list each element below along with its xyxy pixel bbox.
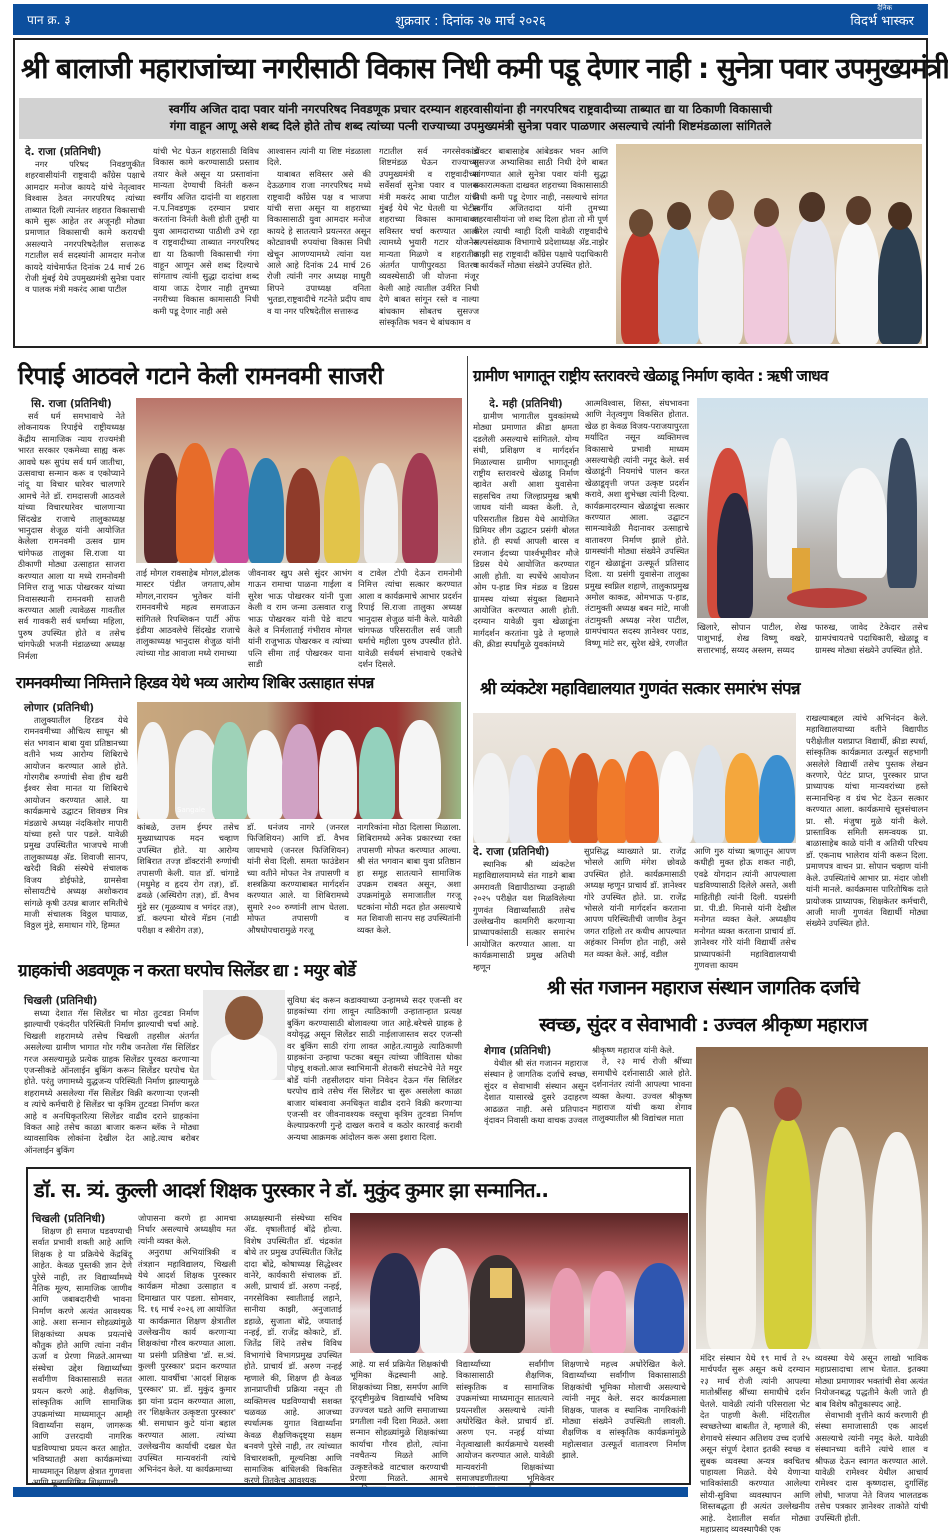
cylinder-col-2 bbox=[287, 995, 462, 1165]
dateline: चिखली (प्रतिनिधी) bbox=[32, 1213, 106, 1225]
subhead-line-1: स्वर्गीय अजित दादा पवार यांनी नगरपरिषद निवडणूक प्रचार दरम्यान शहरवासीयांना ही नगरपरिषद राष्ट्रवादीच्या ताब्यात द्या या ठिकाणी विकासाची bbox=[168, 102, 773, 116]
health-camp-photo bbox=[137, 702, 461, 819]
sports-col-2 bbox=[585, 398, 689, 660]
photo-watermark: Sangale bbox=[177, 806, 206, 814]
article-text: तालुक्यातील हिरडव येथे रामनवमीच्या औचित्य साधून श्री संत भगवान बाबा युवा प्रतिष्ठानच्या वतीने भव्य आरोग्य शिबिराचे आयोजन करण्यात आले होते. गोरगरीब रुग्णांची सेवा हीच खरी ईश्वर सेवा मानत या शिबिराचे आयोजन करण्यात आले. या कार्यक्रमाचे उद्घाटन शिवछत्र मित्र मंडळाचे अध्यक्ष नंदकिशोर मापारी यांच्या हस्ते पार पडले. यावेळी प्रमुख उपस्थितीत भाजपचे माजी तालुकाध्यक्ष अ‍ॅड. शिवाजी सानप, खरेदी विक्री संस्थेचे संचालक विजय डोईफोडे, ग्रामसेवा सोसायटीचे अध्यक्ष अशोकराव सांगळे कृषी उत्पन्न बाजार समितीचे माजी संचालक विठ्ठल घायाळ, विठ्ठल मुंडे, समाधान गोरे, हिम्मत bbox=[24, 715, 128, 931]
college-col-2 bbox=[584, 846, 686, 958]
teacher-award-headline: डॉ. स. त्र्यं. कुल्ली आदर्श शिक्षक पुरस्कार ने डॉ. मुकुंद कुमार झा सन्मानित.. bbox=[34, 1178, 549, 1202]
mayur-borde-photo bbox=[203, 990, 285, 1080]
award-ceremony-photo bbox=[350, 1213, 688, 1353]
college-col-3 bbox=[694, 846, 796, 971]
sports-photo bbox=[697, 398, 928, 618]
lead-headline: श्री बालाजी महाराजांच्या नगरीसाठी विकास निधी कमी पडू देणार नाही : सुनेत्रा पवार उपमुख्यमंत्री bbox=[21, 52, 948, 85]
article-text: आश्वासन त्यांनी या शिष्ट मंडळाला दिले. bbox=[267, 146, 371, 168]
sports-col-3 bbox=[697, 622, 807, 660]
article-text: सध्या देशात गॅस सिलेंडर चा मोठा तुटवडा निर्माण झाल्याची एकंदरीत परिस्थिती निर्माण झाल्याची चर्चा आहे. चिखली शहरामध्ये तसेच चिखली तहसील अंतर्गत असलेल्या ग्रामीण भागात गोर गरीब जनतेला गॅस सिलिंडर गरज असल्यामुळे प्रत्येक ग्राहक सिलेंडर पुरवठा करणाऱ्या एजन्सीकडे ऑनलाईन बुकिंग करून सिलेंडर घरपोच घेत होते. परंतु जगामध्ये युद्धजन्य परिस्थिती निर्माण झाल्यामुळे शहरामध्ये असलेल्या गॅस सिलेंडर विक्री करणाऱ्या एजन्सी व त्यांचे कर्मचारी हे सिलेंडर चा कृत्रिम तुटवडा निर्माण करत आहे व अनधिकृतरित्या सिलेंडर वाढीव दराने ग्राहकांना विकत आहे तसेच काळा बाजार करून ब्लॅक ने मोठ्या व्यावसायिक लोकांना देखील देत आहे.त्याच बरोबर ऑनलाईन बुकिंग bbox=[24, 1008, 199, 1155]
award-col-2 bbox=[138, 1213, 236, 1481]
article-text: सेवाभावी वृत्तीने कार्य करणारी ही संस्था समाजासाठी एक आदर्श असल्याचे त्यांनी नमूद केले. यावेळी संस्थानच्या वतीने त्यांचे शाल व श्रीफळ देऊन स्वागत करण्यात आले. यावेळी रामेश्वर येथील आचार्य रामेश्वर दास कृष्णदास, दुर्गासिंह लोधी, भाजपा नेते विजय भालतडक तसेच पत्रकार ज्ञानेश्वर ताकोते यांची उपस्थिती होती. bbox=[815, 1410, 928, 1523]
health-col-1 bbox=[24, 702, 128, 942]
health-col-2 bbox=[137, 822, 239, 942]
article-text: डॉक्टर बाबासाहेब आंबेडकर भवन आणि सुसज्ज अभ्यासिका साठी निधी देणे बाबत सांगण्यात आले सुनेत्रा पवार यांनी सुद्धा सकारात्मकता दाखवत शहराच्या विकासासाठी निधी कमी पडू देणार नाही, नसल्याचे सांगत स्वर्गीय अजितदादा यांनी तुमच्या शहरवासीयांना जो शब्द दिला होता तो मी पूर्ण करेल त्याची ग्वाही दिली यावेळी राष्ट्रवादीचे अल्पसंख्याक विभागाचे प्रदेशाध्यक्ष अ‍ॅड.नाझेर काझी सह राष्ट्रवादी काँग्रेस पक्षाचे पदाधिकारी व कार्यकर्ते मोठ्या संख्येने उपस्थित होते. bbox=[473, 146, 608, 271]
award-col-6 bbox=[562, 1359, 686, 1481]
dateline: लोणार (प्रतिनिधी) bbox=[24, 702, 95, 714]
lead-photo bbox=[616, 144, 922, 344]
article-text: आणि गुरु यांच्या ऋणातून आपण कधीही मुक्त होऊ शकत नाही, एवढे योगदान त्यांनी आपल्याला घडविण्यासाठी दिलेले असते, अशी माहितीही त्यांनी दिली. यप्रसंगी प्रा. पी.डी. मिनासे यांनी देखील मनोगत व्यक्त केले. अध्यक्षीय मनोगत व्यक्त करताना प्राचार्य डॉ. ज्ञानेश्वर गोरे यांनी विद्यार्थी तसेच प्राध्यापकांनी महाविद्यालयाची गुणवत्ता कायम bbox=[694, 846, 796, 971]
ramnavami-photo bbox=[136, 398, 462, 563]
lead-col-1 bbox=[25, 146, 145, 344]
college-felicitation-photo bbox=[473, 713, 796, 843]
article-text: विद्यार्थ्यांच्या सर्वांगीण विकासासाठी शैक्षणिक, सांस्कृतिक व सामाजिक उपक्रमांच्या माध्यमातून सातत्याने प्रयत्नशील असल्याचे त्यांनी अधोरेखित केले. प्राचार्य डॉ. अरुण एन. नन्हई यांच्या नेतृत्वाखाली कार्यक्रमाचे यशस्वी आयोजन करण्यात आले. यावेळी मान्यवरांनी शिक्षकांच्या समाजघडणीतल्या भूमिकेवर bbox=[456, 1359, 554, 1484]
newspaper-logo bbox=[850, 5, 914, 28]
article-text: याबाबत सविस्तर असे की देऊळगाव राजा नगरपरिषद मध्ये राष्ट्रवादी काँग्रेस पक्ष व भाजपा यांची सत्ता असून या शहराच्या विकासासाठी युवा आमदार मनोज कायदे हे सातत्याने प्रयत्नरत असून कोट्यावधी रुपयांचा विकास निधी खेचून आणण्यामध्ये त्यांना यश आले आहे दिनांक 24 मार्च 26 रोजी त्यांनी नगर अध्यक्ष माधुरी शिपने उपाध्यक्ष वनिता भुतडा,राष्ट्रवादीचे गटनेते प्रदीप वाघ व या नगर परिषदेतील सत्तारूढ bbox=[267, 168, 371, 316]
dateline: दे. राजा (प्रतिनिधी) bbox=[25, 146, 102, 158]
ramnavami-headline: रिपाई आठवले गटाने केली रामनवमी साजरी bbox=[18, 362, 383, 390]
article-text: खिलारे, सोपान पाटील, शेख पाशुभाई, शेख विष्णू वखरे, सत्तारभाई, सय्यद अस्लम, सय्यद bbox=[697, 622, 807, 655]
award-col-5 bbox=[456, 1359, 554, 1484]
article-text: अध्यक्षस्थानी संस्थेच्या सचिव अ‍ॅड. वृषालीताई बोंद्रे होत्या. विशेष उपस्थितीत डॉ. चंद्रकांत बोथे तर प्रमुख उपस्थितीत जितेंद्र दादा बोंद्रे, कोषाध्यक्ष सिद्धेश्वर वानेरे, कार्यकारी संचालक डॉ. अली, प्राचार्य डॉ. अरुण नन्हई, नगरसेविका स्वातीताई लहाने, सानीया काझी, अनुजाताई डहाळे, सुजाता बोंद्रे, जयाताई नन्हई, डॉ. राजेंद्र कोकाटे, डॉ. जितेंद्र शिंदे तसेच विविध विभागांचे विभागप्रमुख उपस्थित होते. प्राचार्य डॉ. अरुण नन्हई म्हणाले की, शिक्षण ही केवळ ज्ञानप्राप्तीची प्रक्रिया नसून ती व्यक्तिमत्त्व घडविण्याची सशक्त चळवळ आहे. आजच्या स्पर्धात्मक युगात विद्यार्थ्यांना केवळ शैक्षणिकदृष्ट्या सक्षम बनवणे पुरेसे नाही, तर त्यांच्यात विचारशक्ती, मूल्यनिष्ठा आणि सामाजिक बांधिलकी विकसित करणे तितकेच आवश्यक bbox=[244, 1213, 342, 1486]
college-col-1 bbox=[473, 846, 575, 972]
award-col-4 bbox=[350, 1359, 448, 1484]
article-text: गटातील सर्व नगरसेवकांचे शिष्टमंडळ घेऊन राज्याच्या उपमुख्यमंत्री व राष्ट्रवादीच्या सर्वेसर्वा सुनेत्रा पवार व पालक मंत्री मकरंद आबा पाटील यांची मुंबई येथे भेट घेतली या भेटीत शहराच्या विकास कामाबाबत सविस्तर चर्चा करण्यात आली त्यामध्ये भुयारी गटार योजनेस मान्यता मिळणे व शहरातील अंतर्गत पाणीपुरवठा वितरण व्यवस्थेसाठी जी योजना मंजूर केली आहे त्यातील उर्वरित निधी देणे बाबत सांगून रस्ते व नाल्या बांधकाम सोबतच सुसज्ज सांस्कृतिक भवन चे बांधकाम व bbox=[379, 146, 479, 328]
health-camp-headline: रामनवमीच्या निमित्ताने हिरडव येथे भव्य आरोग्य शिबिर उत्साहात संपन्न bbox=[16, 674, 374, 692]
article-text: डॉ. धनंजय नागरे (जनरल फिजिशियन) आणि डॉ. वैभव जायभाये (जनरल फिजिशियन) यांनी सेवा दिली. समता फाउंडेशन च्या वतीने मोफत नेत्र तपासणी व शस्त्रक्रिया करण्याबाबत मार्गदर्शन करण्यात आले. या शिबिरामध्ये सुमारे २०० रुग्णांनी लाभ घेतला. मोफत तपासणी व औषधोपचारामुळे गरजू bbox=[247, 822, 349, 935]
lead-subheadline bbox=[19, 98, 922, 139]
article-text: शिक्षण ही समाज घडवण्याची सर्वात प्रभावी शक्ती आहे आणि शिक्षक हे या प्रक्रियेचे केंद्रबिंदू आहेत. केवळ पुस्तकी ज्ञान देणे पुरेसे नाही, तर विद्यार्थ्यांमध्ये नैतिक मूल्य, सामाजिक जाणीव आणि जबाबदारीची भावना निर्माण करणे अत्यंत आवश्यक आहे. अशा सन्मान सोहळ्यांमुळे शिक्षकांच्या अथक प्रयत्नांचे कौतुक होते आणि त्यांना नवीन ऊर्जा व प्रेरणा मिळते.आमच्या संस्थेचा उद्देश विद्यार्थ्यांच्या सर्वांगीण विकासासाठी सतत प्रयत्न करणे आहे. शैक्षणिक, सांस्कृतिक आणि सामाजिक उपक्रमांच्या माध्यमातून आम्ही विद्यार्थ्यांना सक्षम, जागरूक आणि उत्तरदायी नागरिक घडविण्याचा प्रयत्न करत आहोत. भविष्यातही अशा कार्यक्रमांच्या माध्यमातून शिक्षण क्षेत्रात गुणवत्ता आणि मूल्याधिष्ठित शिक्षणाची bbox=[32, 1226, 132, 1487]
article-text: मंदिर संस्थान येथे १९ मार्च ते २५ मार्चपर्यंत सुरू असून कथे दरम्यान २३ मार्च रोजी त्यांनी आपल्या मातोश्रींसह श्रींच्या समाधीचे दर्शन घेतले. यावेळी त्यांनी परिसराला भेट देत पाहणी केली. मंदिरातील स्वच्छतेच्या बाबतीत ते, म्हणाले की, शेगावचे संस्थान अतिशय उच्च दर्जाचे असून संपूर्ण देशात इतकी स्वच्छ व सुबक व्यवस्था अन्यत्र क्वचितच पाहायला मिळते. येथे येणाऱ्या भाविकांसाठी करण्यात आलेल्या सोयी-सुविधा व्यवस्थापन आणि शिस्तबद्धता ही अत्यंत उल्लेखनीय आहे. देशातील सर्वात मोठ्या महाप्रसाद व्यवस्थापैकी एक bbox=[700, 1353, 810, 1535]
footer-bar bbox=[13, 1487, 688, 1497]
article-text: सुप्रसिद्ध व्याख्याते प्रा. राजेंद्र भोसले आणि मंगेश छोवळे उपस्थित होते. कार्यक्रमासाठी अध्यक्ष म्हणून प्राचार्य डॉ. ज्ञानेश्वर गोरे उपस्थित होते. प्रा. राजेंद्र भोसले यांनी मार्गदर्शन करताना आपण परिस्थितीची जाणीव ठेवून जगत राहिलो तर कधीच आपल्यात अहंकार निर्माण होत नाही, असे मत व्यक्त केले. आई, वडील bbox=[584, 846, 686, 959]
college-headline: श्री व्यंकटेश महाविद्यालयात गुणवंत सत्कार समारंभ संपन्न bbox=[480, 679, 800, 699]
article-text: सर्व धर्म समभावाचे नेते लोकनायक रिपाईचे राष्ट्रीयध्यक्ष केंद्रीय सामाजिक न्याय राज्यमंत्री भारत सरकार एकमेव्या साह्य करू आवघे धरू सुपंथ सर्व धर्म जातीचा, उत्सवाचा सन्मान करू व एकोप्याने नांदू या विचार धारेवर चालणारे आमचे नेते डॉ. रामदासजी आठवले यांच्या विचारधारेवर चालणाऱ्या सिंदखेड राजाचे तालुकाध्यक्ष भानुदास शेजूळ यांनी आयोजित केलेला रामनवमी उत्सव ग्राम चांगेफळ तालुका सि.राजा या ठीकाणी मोठ्या उत्साहात साजरा करण्यात आला या मध्ये रामनोवमी निमित्त राजु भाऊ पोखरकर यांच्या निवासस्थानी रामनवमी साजरी करण्यात आली त्यावेळस गावतील सर्व गावकरी सर्व धर्माच्या महिला, पुरुष उपस्थित होते व तसेच चांगफेळी भजनी मंडाळच्या अध्यक्ष निर्मला bbox=[18, 411, 125, 661]
article-text: व्यवस्था येथे असून लाखो भाविक महाप्रसादाचा लाभ घेतात. इतक्या मोठ्या प्रमाणावर भक्तांची सेवा अत्यंत नियोजनबद्ध पद्धतीने केली जाते ही बाब विशेष कौतुकास्पद आहे. bbox=[815, 1353, 928, 1409]
health-col-4 bbox=[357, 822, 461, 942]
page-number: पान क्र. ३ bbox=[27, 13, 71, 27]
college-col-4 bbox=[806, 713, 928, 958]
article-text: येथील श्री संत गजानन महाराज संस्थान हे जागतिक दर्जाचे स्वच्छ, सुंदर व सेवाभावी संस्थान असून देशात यासारखे दुसरे उदाहरण आढळत नाही. असे प्रतिपादन वृंदावन निवासी कथा वाचक उज्वल bbox=[484, 1058, 588, 1126]
dateline: दे. राजा (प्रतिनिधी) bbox=[473, 846, 550, 858]
subhead-line-2: गंगा वाहून आणू असे शब्द दिले होते तोच शब्द त्यांच्या पत्नी राज्याच्या उपमुख्यमंत्री सुनेत्रा पवार पाळणार असल्याचे त्यांनी शिष्टमंडळाला सांगितले bbox=[169, 119, 772, 133]
article-text: श्रीकृष्ण महाराज यांनी केले. bbox=[592, 1045, 675, 1055]
shegaon-headline-line-1: श्री संत गजानन महाराज संस्थान जागतिक दर्जाचे bbox=[547, 977, 859, 999]
article-text: स्थानिक श्री व्यंकटेश महाविद्यालयामध्ये संत गाडगे बाबा अमरावती विद्यापीठाच्या उन्हाळी २०२५ परीक्षेत यश मिळविलेल्या गुणवंत विद्यार्थ्यांसाठी तसेच उल्लेखनीय कामगिरी करणाऱ्या प्राध्यापकांसाठी सत्कार समारंभ आयोजित करण्यात आला. या कार्यक्रमासाठी प्रमुख अतिथी म्हणून bbox=[473, 859, 575, 972]
dateline: चिखली (प्रतिनिधी) bbox=[24, 995, 98, 1007]
shegaon-headline-line-2: स्वच्छ, सुंदर व सेवाभावी : उज्वल श्रीकृष्ण महाराज bbox=[539, 1014, 867, 1036]
shegaon-col-3 bbox=[700, 1353, 810, 1535]
article-text: अनुराधा अभियांत्रिकी व तंत्रज्ञान महाविद्यालय, चिखली येथे आदर्श शिक्षक पुरस्कार कार्यक्रम मोठ्या उत्साहात व दिमाखात पार पडला. सोमवार, दि. १६ मार्च २०२६ ला आयोजित या कार्यक्रमात शिक्षण क्षेत्रातील उल्लेखनीय कार्य करणाऱ्या शिक्षकांचा गौरव करण्यात आला. या प्रसंगी प्रतिष्ठेचा 'डॉ. स.त्र्यं. कुल्ली पुरस्कार' प्रदान करण्यात आला. यावर्षीचा 'आदर्श शिक्षक पुरस्कार' प्रा. डॉ. मुकुंद कुमार झा यांना प्रदान करण्यात आला, तर 'शिक्षकेतर उत्कृष्टता पुरस्कार' श्री. समाधान कुटे यांना बहाल करण्यात आला. त्यांच्या उल्लेखनीय कार्याची दखल घेत उपस्थित मान्यवरांनी त्यांचे अभिनंदन केले. या कार्यक्रमाच्या bbox=[138, 1247, 236, 1474]
article-text: राखल्याबद्दल त्यांचे अभिनंदन केले. महाविद्यालयाच्या वतीने विद्यापीठ परीक्षेतील यशप्राप्त विद्यार्थी, क्रीडा स्पर्धा, सांस्कृतिक कार्यक्रमात उत्स्फूर्त सहभागी असलेले विद्यार्थी तसेच पुस्तक लेखन करणारे, पेटंट प्राप्त, पुरस्कार प्राप्त प्राध्यापक यांचा मान्यवरांच्या हस्ते सन्मानचिन्ह व ग्रंथ भेट देऊन सत्कार करण्यात आला. कार्यक्रमाचे सूत्रसंचालन प्रा. सौ. मंजुषा मुळे यांनी केले. प्रास्ताविक समिती समन्वयक प्रा. बाळासाहेब काळे यांनी व अतिथी परिचय डॉ. एकनाथ भालेराव यांनी करून दिला. प्रमाणपत्र वाचन प्रा. सोपान चव्हाण यांनी केले. उपस्थितांचे आभार प्रा. मंदार जोशी यांनी मानले. कार्यक्रमास पारितोषिक दाते प्रायोजक प्राध्यापक, शिक्षकेतर कर्मचारी, आजी माजी गुणवंत विद्यार्थी मोठ्या संख्येने उपस्थित होते. bbox=[806, 713, 928, 929]
article-text: ते, २३ मार्च रोजी श्रींच्या समाधीचे दर्शनासाठी आले होते. दर्शनानंतर त्यांनी आपल्या भावना व्यक्त केल्या. उज्वल श्रीकृष्ण महाराज यांची कथा शेगाव तालुक्यातील श्री विद्यांचल माता bbox=[592, 1056, 692, 1124]
issue-date: शुक्रवार : दिनांक २७ मार्च २०२६ bbox=[395, 14, 546, 29]
cylinder-col-1a bbox=[24, 995, 199, 1155]
award-col-3 bbox=[244, 1213, 342, 1486]
lead-col-3 bbox=[267, 146, 371, 344]
lead-col-4 bbox=[379, 146, 479, 344]
lead-col-2 bbox=[153, 146, 259, 344]
article-text: नगर परिषद निवडणुकीत शहरवासीयांनी राष्ट्रवादी काँग्रेस पक्षाचे आमदार मनोज कायदे यांचे नेतृत्वावर विश्वास ठेवत नगरपरिषद त्यांच्या ताब्यात दिली त्यानंतर शहरात विकासाची कामे सुरू आहेत तर अजूनही मोठ्या प्रमाणात विकासाची कामे करायची असल्याने नगरपरिषदेतील सत्तारूढ गटातील सर्व सदस्यांनी आमदार मनोज कायदे यांचेमार्फत दिनांक 24 मार्च 26 रोजी मुंबई येथे उपमुख्यमंत्री सुनेत्रा पवार व पालक मंत्री मकरंद आबा पाटील bbox=[25, 159, 145, 295]
ramnavami-col-4 bbox=[358, 568, 462, 670]
article-text: ग्रामीण भागातील युवकांमध्ये मोठ्या प्रमाणात क्रीडा क्षमता दडलेली असल्याचे सांगितले. योग्य संधी, प्रशिक्षण व मार्गदर्शन मिळाल्यास ग्रामीण भागातूनही राष्ट्रीय स्तरावरचे खेळाडू निर्माण व्हावेत अशी आशा युवासेना सहसचिव तथा जिल्हाप्रमुख ऋषी जाधव यांनी व्यक्त केली. ते, परिसरातील डिग्रस येथे आयोजित प्रिमियर लीग उद्घाटन प्रसंगी बोलत होते. ही स्पर्धा आपली बारस व रमजान ईदच्या पार्श्वभूमीवर मौजे डिग्रस येथे आयोजित करण्यात आली होती. या स्पर्धेचे आयोजन ओम प-हाड मित्र मंडळ व डिग्रस ग्रामस्थ यांच्या संयुक्त विद्यमाने आयोजित करण्यात आली होती. दरम्यान यावेळी युवा खेळाडूंना मार्गदर्शन करतांना पुढे ते म्हणाले की, क्रीडा स्पर्धांमुळे युवकांमध्ये bbox=[473, 411, 579, 650]
brand-name: विदर्भ भास्कर bbox=[850, 14, 914, 29]
ramnavami-col-2 bbox=[136, 568, 240, 660]
masthead-bar bbox=[13, 4, 928, 35]
award-col-1 bbox=[32, 1213, 132, 1487]
cylinder-headline: ग्राहकांची अडवणूक न करता घरपोच सिलेंडर द्या : मयुर बोर्डे bbox=[18, 961, 356, 981]
article-text: आत्मविश्वास, शिस्त, संघभावना आणि नेतृत्वगुण विकसित होतात. खेळ हा केवळ विजय-पराजयापुरता मर्यादित नसून व्यक्तिमत्त्व विकासाचे प्रभावी माध्यम असल्याचेही त्यांनी नमूद केले. सर्व खेळाडूंनी नियमांचे पालन करत खेळाडूवृत्ती जपत उत्कृष्ट प्रदर्शन करावे, अशा शुभेच्छा त्यांनी दिल्या. कार्यक्रमादरम्यान खेळाडूंचा सत्कार करण्यात आला. उद्घाटन सामन्यावेळी मैदानावर उत्साहाचे वातावरण निर्माण झाले होते. ग्रामस्थांनी मोठ्या संख्येने उपस्थित राहून खेळाडूंना उत्स्फूर्त प्रतिसाद दिला. या प्रसंगी युवासेना तालुका प्रमुख स्वप्निल शहाणे, तालुकाप्रमुख अमोल काकड, ओमभाऊ प-हाड, तंटामुक्ती अध्यक्ष बबन मांटे, माजी तंटामुक्ती अध्यक्ष नरेश पाटील, ग्रामपंचायत सदस्य ज्ञानेश्वर पराड, विष्णू मांटे सर, सुरेश खेत्रे, रणजीत bbox=[585, 398, 689, 648]
article-text: शिक्षणाचे महत्त्व अधोरेखित केले. विद्यार्थ्यांच्या सर्वांगीण विकासासाठी शिक्षकांची भूमिका मोलाची असल्याचे त्यांनी नमूद केले. सदर कार्यक्रमाला शिक्षक, पालक व स्थानिक नागरिकांनी मोठ्या संख्येने उपस्थिती लावली. शैक्षणिक व सांस्कृतिक कार्यक्रमांमुळे महोत्सवात उत्स्फूर्त वातावरण निर्माण झाले. bbox=[562, 1359, 686, 1461]
sports-col-4 bbox=[815, 622, 928, 660]
column-divider bbox=[467, 356, 468, 946]
article-text: यांची भेट घेऊन शहरासाठी विविध विकास कामे करण्यासाठी प्रस्ताव तयार केले असून या प्रस्तावांना मान्यता देण्याची विनंती करून स्वर्गीय अजित दादांनी या शहराला न.प.निवडणूक दरम्यान प्रचार करतांना विनंती केली होती तुम्ही या युवा आमदाराच्या पाठीशी उभे रहा व राष्ट्रवादीच्या ताब्यात नगरपरिषद द्या या ठिकाणी विकासाची गंगा वाहून आणून असे शब्द दिल्याचे सांगताच त्यांनी सुद्धा दादांचा शब्द वाया जाऊ देणार नाही तुमच्या नगरीच्या विकास कामासाठी निधी कमी पडू देणार नाही असे bbox=[153, 146, 259, 316]
dateline: शेगाव (प्रतिनिधी) bbox=[484, 1045, 552, 1057]
article-text: नागरिकांना मोठा दिलासा मिळाला. शिबिरामध्ये अनेक प्रकारच्या रक्त तपासणी मोफत करण्यात आल्या. श्री संत भगवान बाबा युवा प्रतिष्ठान हा समूह सातत्याने सामाजिक उपक्रम राबवत असून, अशा उपक्रमांमुळे समाजातील गरजू घटकांना मोठी मदत होत असल्याचे मत शिवाजी सानप सह उपस्थितांनी व्यक्त केले. bbox=[357, 822, 461, 935]
ramnavami-col-1 bbox=[18, 398, 125, 660]
sports-headline: ग्रामीण भागातून राष्ट्रीय स्तरावरचे खेळाडू निर्माण व्हावेत : ऋषी जाधव bbox=[473, 367, 828, 385]
shegaon-photo bbox=[696, 1047, 928, 1349]
dateline: सि. राजा (प्रतिनिधी) bbox=[31, 398, 112, 410]
lead-story bbox=[13, 38, 948, 348]
dateline: दे. मही (प्रतिनिधी) bbox=[489, 398, 563, 410]
lead-col-5 bbox=[473, 146, 608, 344]
article-text: जोपासना करणे हा आमचा निर्धार असल्याचे अध्यक्षीय मत त्यांनी व्यक्त केले. bbox=[138, 1213, 236, 1246]
health-col-3 bbox=[247, 822, 349, 942]
ramnavami-col-3 bbox=[248, 568, 352, 670]
article-text: कांबळे, उत्तम ईम्पर तसेच मुख्याध्यापक मदन चव्हाण उपस्थित होते. या आरोग्य शिबिरात तज्ज्ञ डॉक्टरांनी रुग्णांची तपासणी केली. यात डॉ. चांगाडे (मधुमेह व हृदय रोग तज्ञ), डॉ. ढवळे (अस्थिरोग तज्ञ), डॉ. वैभव मुंडे सर (मूळव्याध व भगंदर तज्ञ), डॉ. कल्पना थोरवे मॅडम (नाडी परीक्षा व स्त्रीरोग तज्ञ), bbox=[137, 822, 239, 935]
article-text: आहे. या सर्व प्रक्रियेत शिक्षकांची भूमिका केंद्रस्थानी आहे. शिक्षकांच्या निष्ठा, समर्पण आणि दूरदृष्टीमुळेच विद्यार्थ्यांचे भविष्य उज्ज्वल घडते आणि समाजाच्या प्रगतीला नवी दिशा मिळते. अशा सन्मान सोहळ्यांमुळे शिक्षकांच्या कार्याचा गौरव होतो, त्यांना नवचैतन्य मिळते आणि उत्कृष्टतेकडे वाटचाल करण्याची प्रेरणा मिळते. आमचे bbox=[350, 1359, 448, 1484]
article-text: सुविधा बंद करून कडाक्याच्या उन्हामध्ये सदर एजन्सी वर ग्राहकांच्या रांगा लावून त्याठिकाणी उन्हातान्हात प्रत्यक्ष बुकिंग करण्यासाठी बोलावल्या जात आहे.बरेचसे ग्राहक हे वयोवृद्ध असून सिलेंडर साठी नाईलाजास्तव सदर एजन्सी वर बुकिंग साठी रांगा लावत आहेत.त्यामुळे त्याठिकाणी ग्राहकांना उन्हाचा फटका बसून त्यांच्या जीवितास धोका पोहचू शकतो.आज स्वाभिमानी शेतकरी संघटनेचे नेते मयुर बोर्डे यांनी तहसीलदार यांना निवेदन देऊन गॅस सिलिंडर घरपोच द्यावे तसेच गॅस सिलेंडर चा सुरू असलेला काळा बाजार थांबवावा अनधिकृत वाढीव दराने विक्री करणाऱ्या एजन्सी वर जीवनावश्यक वस्तूचा कृत्रिम तुटवडा निर्माण केल्याप्रकरणी गुन्हे दाखल करावे व कठोर कारवाई करावी अन्यथा आक्रमक आंदोलन करू असा इशारा दिला. bbox=[287, 995, 462, 1142]
article-text: फारुख, जावेद टेकेदार तसेच ग्रामपंचायतचे पदाधिकारी, खेळाडू व ग्रामस्थ मोठ्या संख्येने उपस्थित होते. bbox=[815, 622, 928, 655]
article-text: ताई मोगल रावसाहेब मोगल,ढोलक मास्टर पंडीत जगताप,ओम मोगल,नारायन भुतेकर यांनी रामनवमीचे महत्व समजाऊन सांगितले रिपब्लिकन पार्टी ऑफ इंडीया आठवलेचे सिंदखेड राजाचे तालुकाध्यक्ष भानुदास शेजुळ यांनी त्यांच्या गोड आवाजा मध्ये रामाच्या bbox=[136, 568, 240, 658]
teacher-award-story bbox=[26, 1167, 691, 1485]
brand-prefix: दैनिक bbox=[877, 4, 892, 12]
shegaon-col-4 bbox=[815, 1353, 928, 1523]
sports-col-1 bbox=[473, 398, 579, 660]
shegaon-col-2 bbox=[592, 1045, 692, 1163]
article-text: व टावेल टोपी देऊन रामनोमी निमित्त त्यांचा सत्कार करण्यात आला व कार्यक्रमाचे आभार प्रदर्शन रिपाई सि.राजा तालुका अध्यक्ष भानुदास शेजुळ यांनी केले. यावेळी चांगफळ परिसरातील सर्व जाती धर्माचे महीला पुरुष उपस्थीत होते. यावेळी सर्वधर्म संभावाचे एकतेचे दर्शन दिसले. bbox=[358, 568, 462, 670]
article-text: जीवनावर खुप असे सुंदर आभंग गाऊन रामाचा पाळना गाईला व सुरेश भाऊ पोखरकर यांनी पुजा केली व राम जन्मा उत्सवात राजु भाऊ पोखरकर यांनी पेडे वाटप केले व निर्मलाताई गंभीराव मोगल यांनी राजुभाऊ पोखरकर व त्यांच्या पत्नि सीमा ताई पोखरकर याना साडी bbox=[248, 568, 352, 670]
shegaon-col-1 bbox=[484, 1045, 588, 1163]
